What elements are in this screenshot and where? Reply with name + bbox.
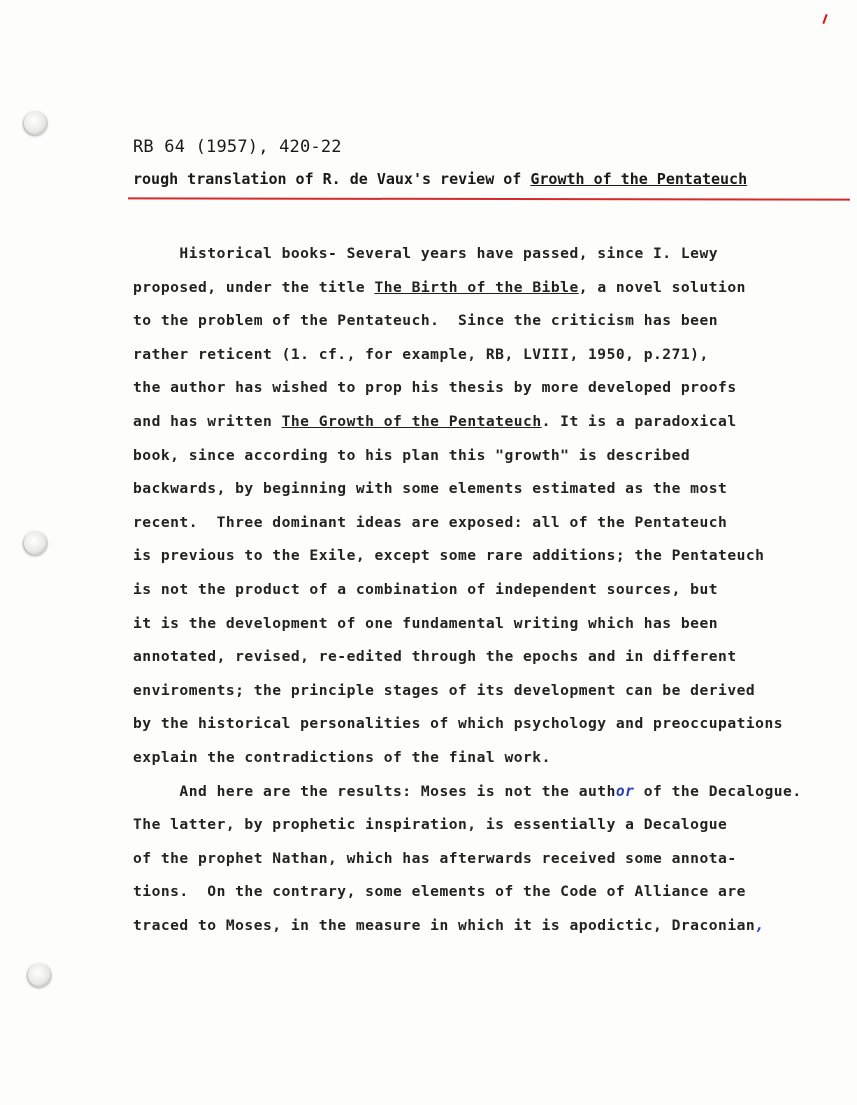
- text-line: book, since according to his plan this "growth" is described: [133, 446, 691, 464]
- text-line: [133, 271, 848, 305]
- text-line: it is the development of one fundamental writing which has been: [133, 614, 719, 632]
- text-line: [133, 405, 848, 439]
- punch-hole-middle: [24, 531, 48, 555]
- text-line: backwards, by beginning with some elements estimated as the most: [133, 480, 728, 498]
- handwritten-comma: ,: [755, 916, 765, 934]
- text-run: And here are the results: Moses is not the auth: [133, 782, 616, 800]
- text-line: the author has wished to prop his thesis by more developed proofs: [133, 379, 737, 397]
- title-prefix: rough translation of R. de Vaux's review of: [133, 170, 531, 188]
- text-line: recent. Three dominant ideas are exposed: all of the Pentateuch: [133, 513, 728, 531]
- text-line: [133, 909, 848, 943]
- text-line: is not the product of a combination of independent sources, but: [133, 580, 719, 598]
- handwritten-correction: or: [615, 782, 635, 800]
- text-line: annotated, revised, re-edited through the epochs and in different: [133, 648, 737, 666]
- text-run: and has written: [133, 412, 282, 430]
- text-run: proposed, under the title: [133, 278, 375, 296]
- text-run: of the Decalogue.: [634, 782, 802, 800]
- text-line: tions. On the contrary, some elements of the Code of Alliance are: [133, 883, 746, 901]
- text-line: enviroments; the principle stages of its development can be derived: [133, 681, 756, 699]
- text-line: [133, 775, 848, 809]
- red-pen-mark: [822, 14, 827, 24]
- text-line: Historical books- Several years have passed, since I. Lewy: [133, 245, 719, 262]
- text-line: The latter, by prophetic inspiration, is essentially a Decalogue: [133, 816, 728, 834]
- text-line: by the historical personalities of which psychology and preoccupations: [133, 715, 784, 733]
- title-book: Growth of the Pentateuch: [530, 170, 748, 188]
- text-line: to the problem of the Pentateuch. Since the criticism has been: [133, 312, 719, 330]
- review-text: [133, 237, 848, 942]
- document-title: [133, 170, 747, 188]
- text-line: of the prophet Nathan, which has afterwards received some annota-: [133, 849, 737, 867]
- text-line: rather reticent (1. cf., for example, RB, LVIII, 1950, p.271),: [133, 345, 709, 363]
- punch-hole-bottom: [28, 963, 52, 987]
- text-run: , a novel solution: [578, 278, 746, 296]
- citation: RB 64 (1957), 420-22: [133, 137, 342, 157]
- text-line: explain the contradictions of the final work.: [133, 748, 551, 766]
- red-underline: [128, 197, 850, 200]
- text-run: traced to Moses, in the measure in which it is apodictic, Draconian: [133, 916, 756, 934]
- text-line: is previous to the Exile, except some rare additions; the Pentateuch: [133, 547, 765, 565]
- punch-hole-top: [24, 111, 48, 135]
- book-title-growth: The Growth of the Pentateuch: [281, 412, 542, 430]
- book-title-birth: The Birth of the Bible: [374, 278, 579, 296]
- text-run: . It is a paradoxical: [541, 412, 737, 430]
